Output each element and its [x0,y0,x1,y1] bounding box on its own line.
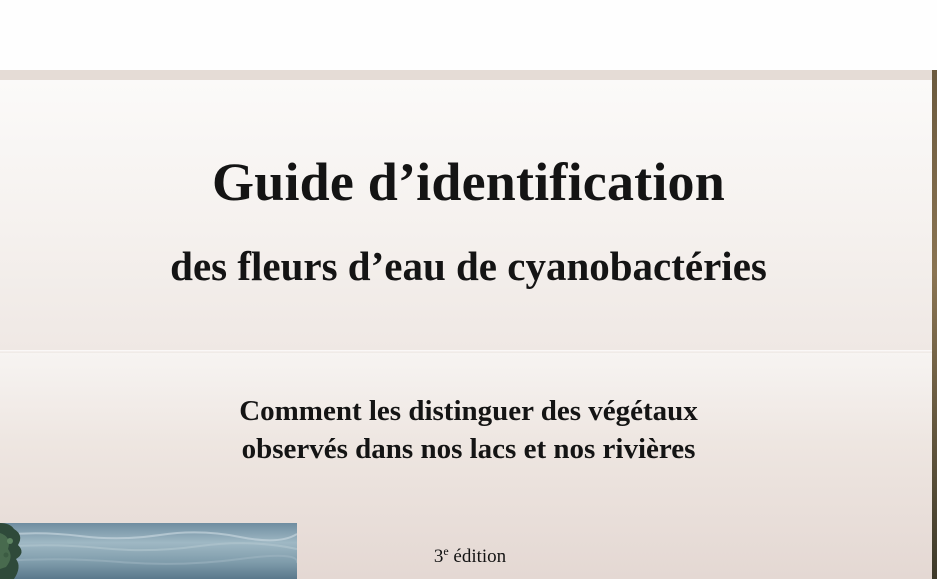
tagline [0,392,937,468]
title-panel [0,80,937,352]
edition-number: 3 [433,546,444,567]
edition-label [370,538,570,570]
water-photo-graphic [0,523,297,579]
panel-divider [0,350,937,353]
top-margin [0,0,937,70]
foliage-edge-photo [932,70,937,579]
page-title: Guide d’identification [212,152,725,212]
edition-suffix: e [443,544,449,558]
lake-water-photo [0,523,297,579]
separator-band [0,70,937,80]
tagline-line-1: Comment les distinguer des végétaux [239,395,698,427]
tagline-line-2: observés dans nos lacs et nos rivières [241,433,696,465]
page-subtitle: des fleurs d’eau de cyanobactéries [170,243,767,289]
edition-word: édition [448,546,507,567]
